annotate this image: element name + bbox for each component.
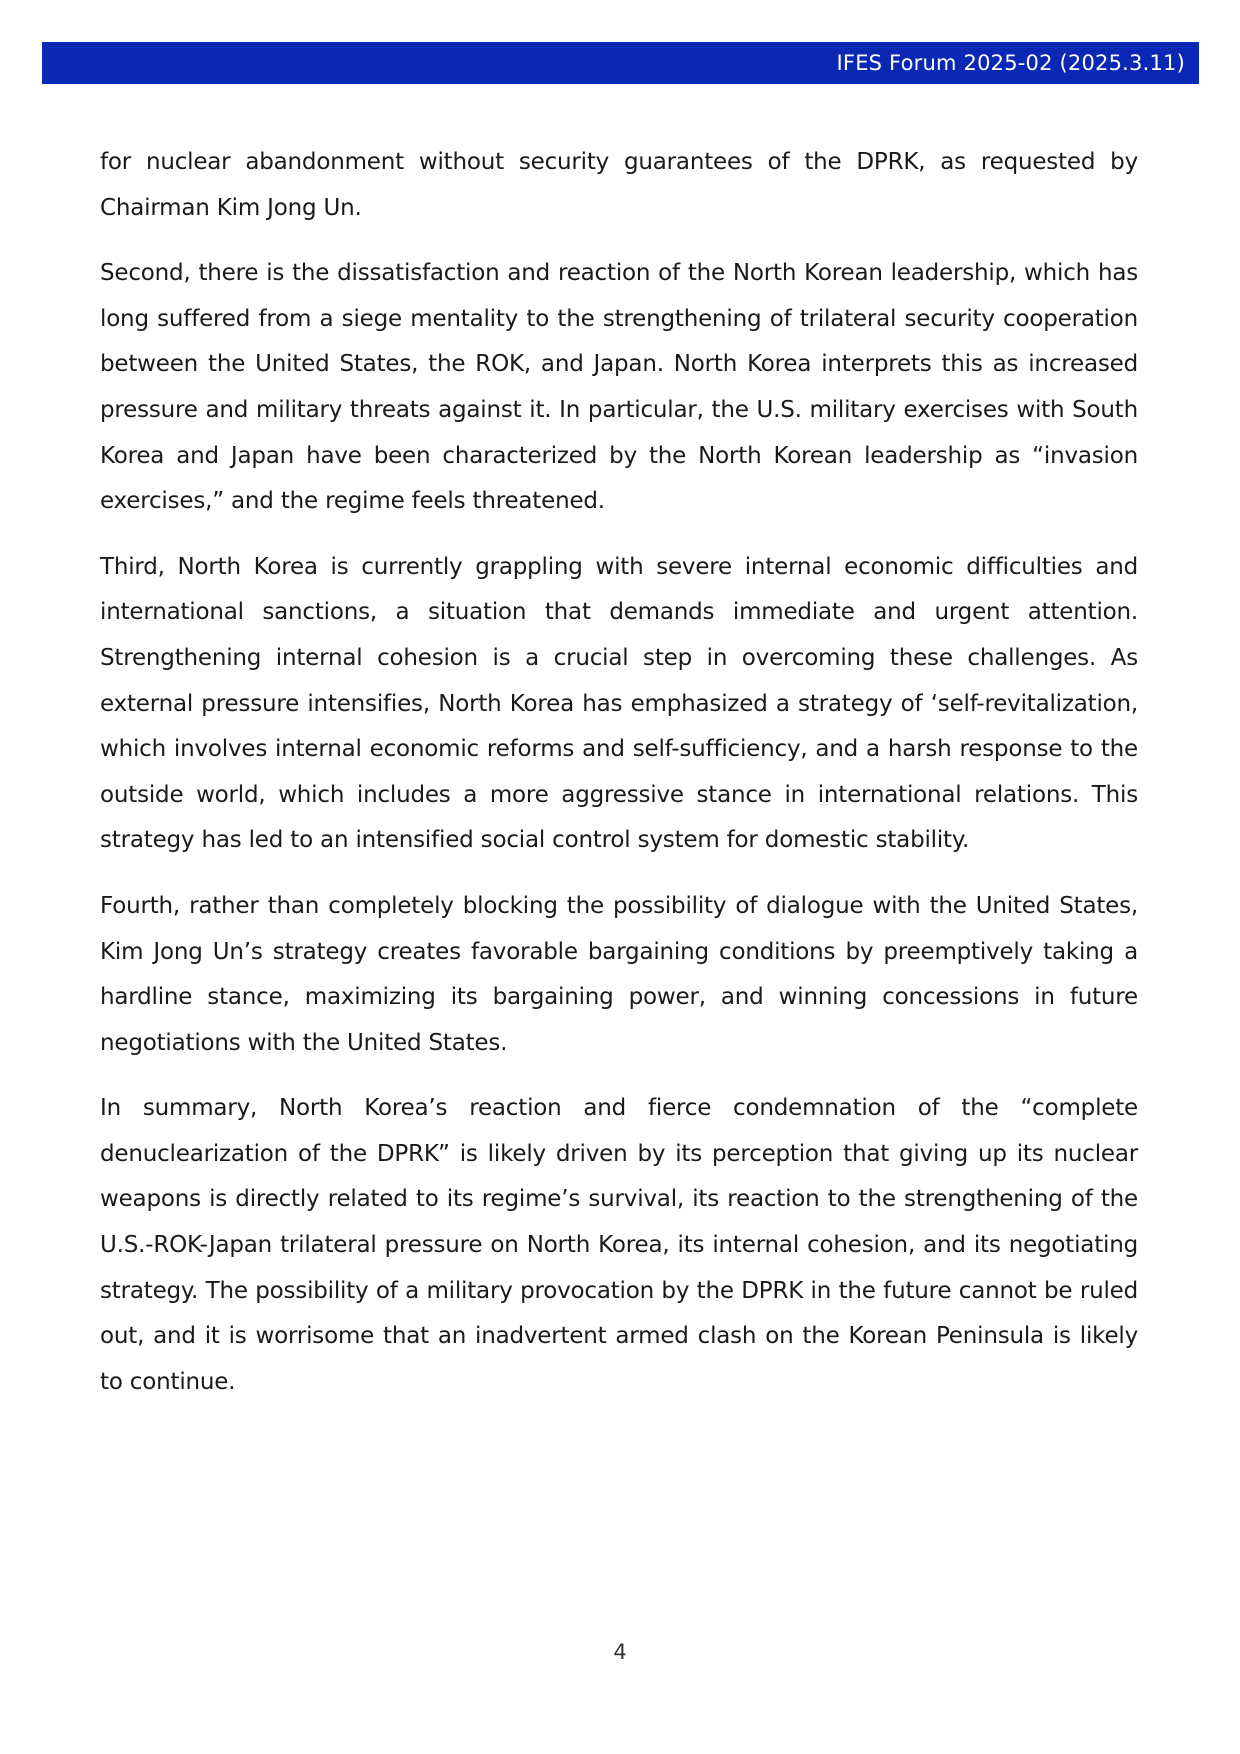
paragraph-summary: In summary, North Korea’s reaction and fierce condemnation of the “complete denuclearization of the DPRK” is likely driven by its perception that giving up its nuclear weapons is directly related to its regime’s survival, its reaction to the strengthening of the U.S.-ROK-Japan trilateral pressure on North Korea, its internal cohesion, and its negotiating strategy. The possibility of a military provocation by the DPRK in the future cannot be ruled out, and it is worrisome that an inadvertent armed clash on the Korean Peninsula is likely to continue.: [100, 1095, 1138, 1395]
paragraph-third-point: Third, North Korea is currently grappling with severe internal economic difficulties and international sanctions, a situation that demands immediate and urgent attention. Strengthening internal cohesion is a crucial step in overcoming these challenges. As external pressure intensifies, North Korea has emphasized a strategy of ‘self-revitalization, which involves internal economic reforms and self-sufficiency, and a harsh response to the outside world, which includes a more aggressive stance in international relations. This strategy has led to an intensified social control system for domestic stability.: [100, 553, 1138, 854]
header-bar: [42, 42, 1199, 84]
paragraph-fourth-point: Fourth, rather than completely blocking the possibility of dialogue with the United States, Kim Jong Un’s strategy creates favorable bargaining conditions by preemptively taking a hardline stance, maximizing its bargaining power, and winning concessions in future negotiations with the United States.: [100, 892, 1138, 1056]
document-body: [100, 140, 1138, 1425]
header-title: IFES Forum 2025-02 (2025.3.11): [836, 51, 1185, 75]
page-number: 4: [613, 1640, 627, 1664]
paragraph-continuation: for nuclear abandonment without security guarantees of the DPRK, as requested by Chairman Kim Jong Un.: [100, 149, 1138, 221]
paragraph-second-point: Second, there is the dissatisfaction and reaction of the North Korean leadership, which has long suffered from a siege mentality to the strengthening of trilateral security cooperation between the United States, the ROK, and Japan. North Korea interprets this as increased pressure and military threats against it. In particular, the U.S. military exercises with South Korea and Japan have been characterized by the North Korean leadership as “invasion exercises,” and the regime feels threatened.: [100, 260, 1138, 515]
